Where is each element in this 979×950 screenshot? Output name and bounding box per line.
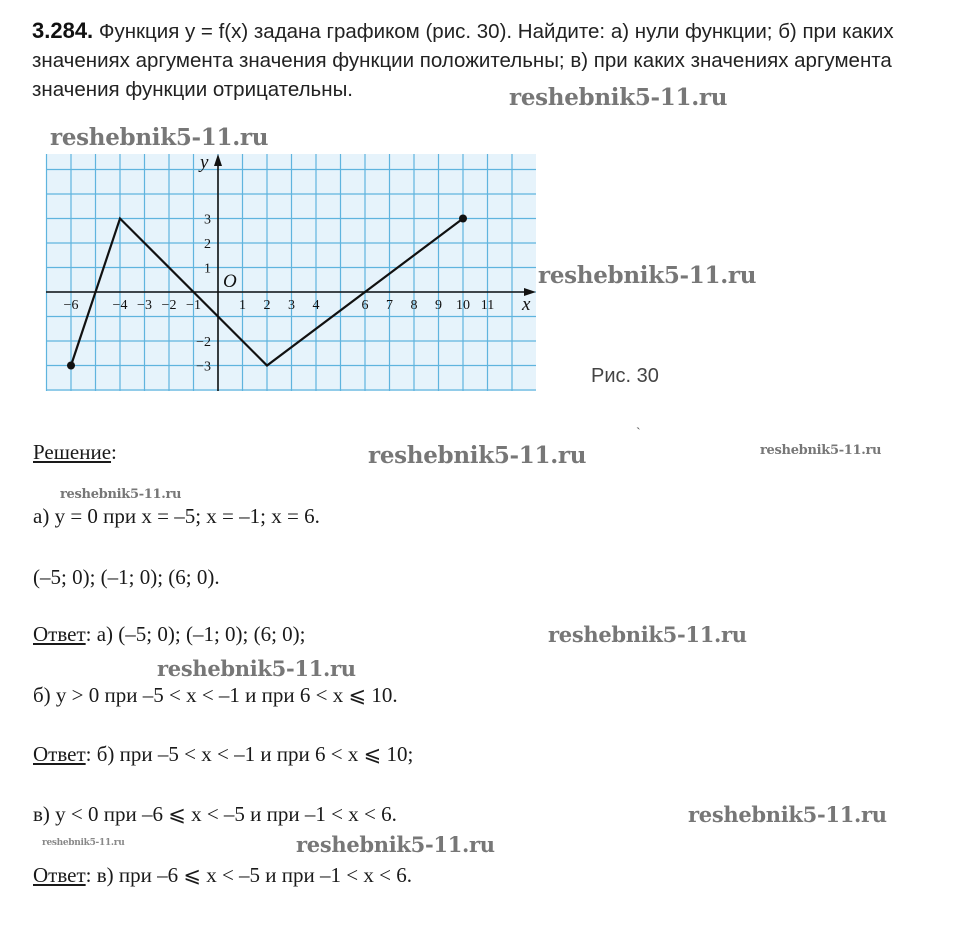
part-a-text: а) y = 0 при x = –5; x = –1; x = 6. [33,504,320,528]
part-a-points: (–5; 0); (–1; 0); (6; 0). [33,565,220,589]
x-tick-label: −6 [63,298,79,313]
answer-b-text: : б) при –5 < x < –1 и при 6 < x ⩽ 10; [85,742,414,766]
part-c-text: в) y < 0 при –6 ⩽ x < –5 и при –1 < x < 6. [33,802,397,826]
watermark: reshebnik5-11.ru [296,832,495,857]
watermark: reshebnik5-11.ru [368,442,587,469]
watermark: reshebnik5-11.ru [60,487,182,502]
answer-label: Ответ [33,622,86,646]
answer-c-text: : в) при –6 ⩽ x < –5 и при –1 < x < 6. [85,863,412,887]
endpoint-dot [67,362,75,370]
watermark: reshebnik5-11.ru [760,443,882,458]
x-tick-label: −3 [137,298,152,313]
x-tick-label: −4 [112,298,128,313]
watermark: reshebnik5-11.ru [42,838,125,848]
x-tick-label: 9 [435,298,442,313]
x-axis-label: x [522,294,531,315]
y-tick-label: 3 [204,212,211,228]
problem-statement [32,16,967,104]
x-tick-label: 2 [263,298,271,313]
y-tick-label: −2 [196,335,211,350]
answer-b [33,742,413,767]
answer-a [33,622,306,647]
solution-heading: Решение [33,440,112,464]
watermark: reshebnik5-11.ru [538,262,757,289]
watermark: reshebnik5-11.ru [548,622,747,647]
x-tick-label: 11 [480,298,495,313]
watermark: reshebnik5-11.ru [50,124,269,151]
x-tick-label: 1 [239,298,246,313]
answer-label: Ответ [33,863,86,887]
part-b-text: б) y > 0 при –5 < x < –1 и при 6 < x ⩽ 10. [33,683,398,707]
y-axis-label: y [200,152,209,173]
problem-text: Функция y = f(x) задана графиком (рис. 30). Найдите: а) нули функции; б) при каких значениях аргумента значения функции положительны; в) при каких значениях аргумента значения функции отрицательны. [32,20,894,101]
watermark: reshebnik5-11.ru [509,84,728,111]
problem-number: 3.284. [32,18,94,43]
watermark: reshebnik5-11.ru [688,802,887,827]
answer-c [33,863,412,888]
figure-caption: Рис. 30 [591,365,659,387]
answer-label: Ответ [33,742,86,766]
heading-colon: : [111,440,117,464]
x-tick-label: −1 [186,298,201,313]
y-tick-label: 1 [204,261,211,277]
function-graph [40,150,540,395]
endpoint-dot [459,215,467,223]
watermark: reshebnik5-11.ru [157,656,356,681]
x-tick-label: −2 [161,298,177,313]
y-tick-label: −3 [196,359,211,375]
solution-heading-line [33,440,117,465]
x-tick-label: 3 [288,298,295,313]
origin-label: O [223,271,237,292]
x-tick-label: 4 [312,298,320,313]
x-tick-label: 6 [361,298,369,313]
answer-a-text: : а) (–5; 0); (–1; 0); (6; 0); [85,622,306,646]
x-tick-label: 7 [386,298,393,313]
x-tick-label: 8 [410,298,418,313]
stray-mark: ˋ [636,426,641,441]
y-tick-label: 2 [204,237,211,252]
x-tick-label: 10 [456,298,470,313]
